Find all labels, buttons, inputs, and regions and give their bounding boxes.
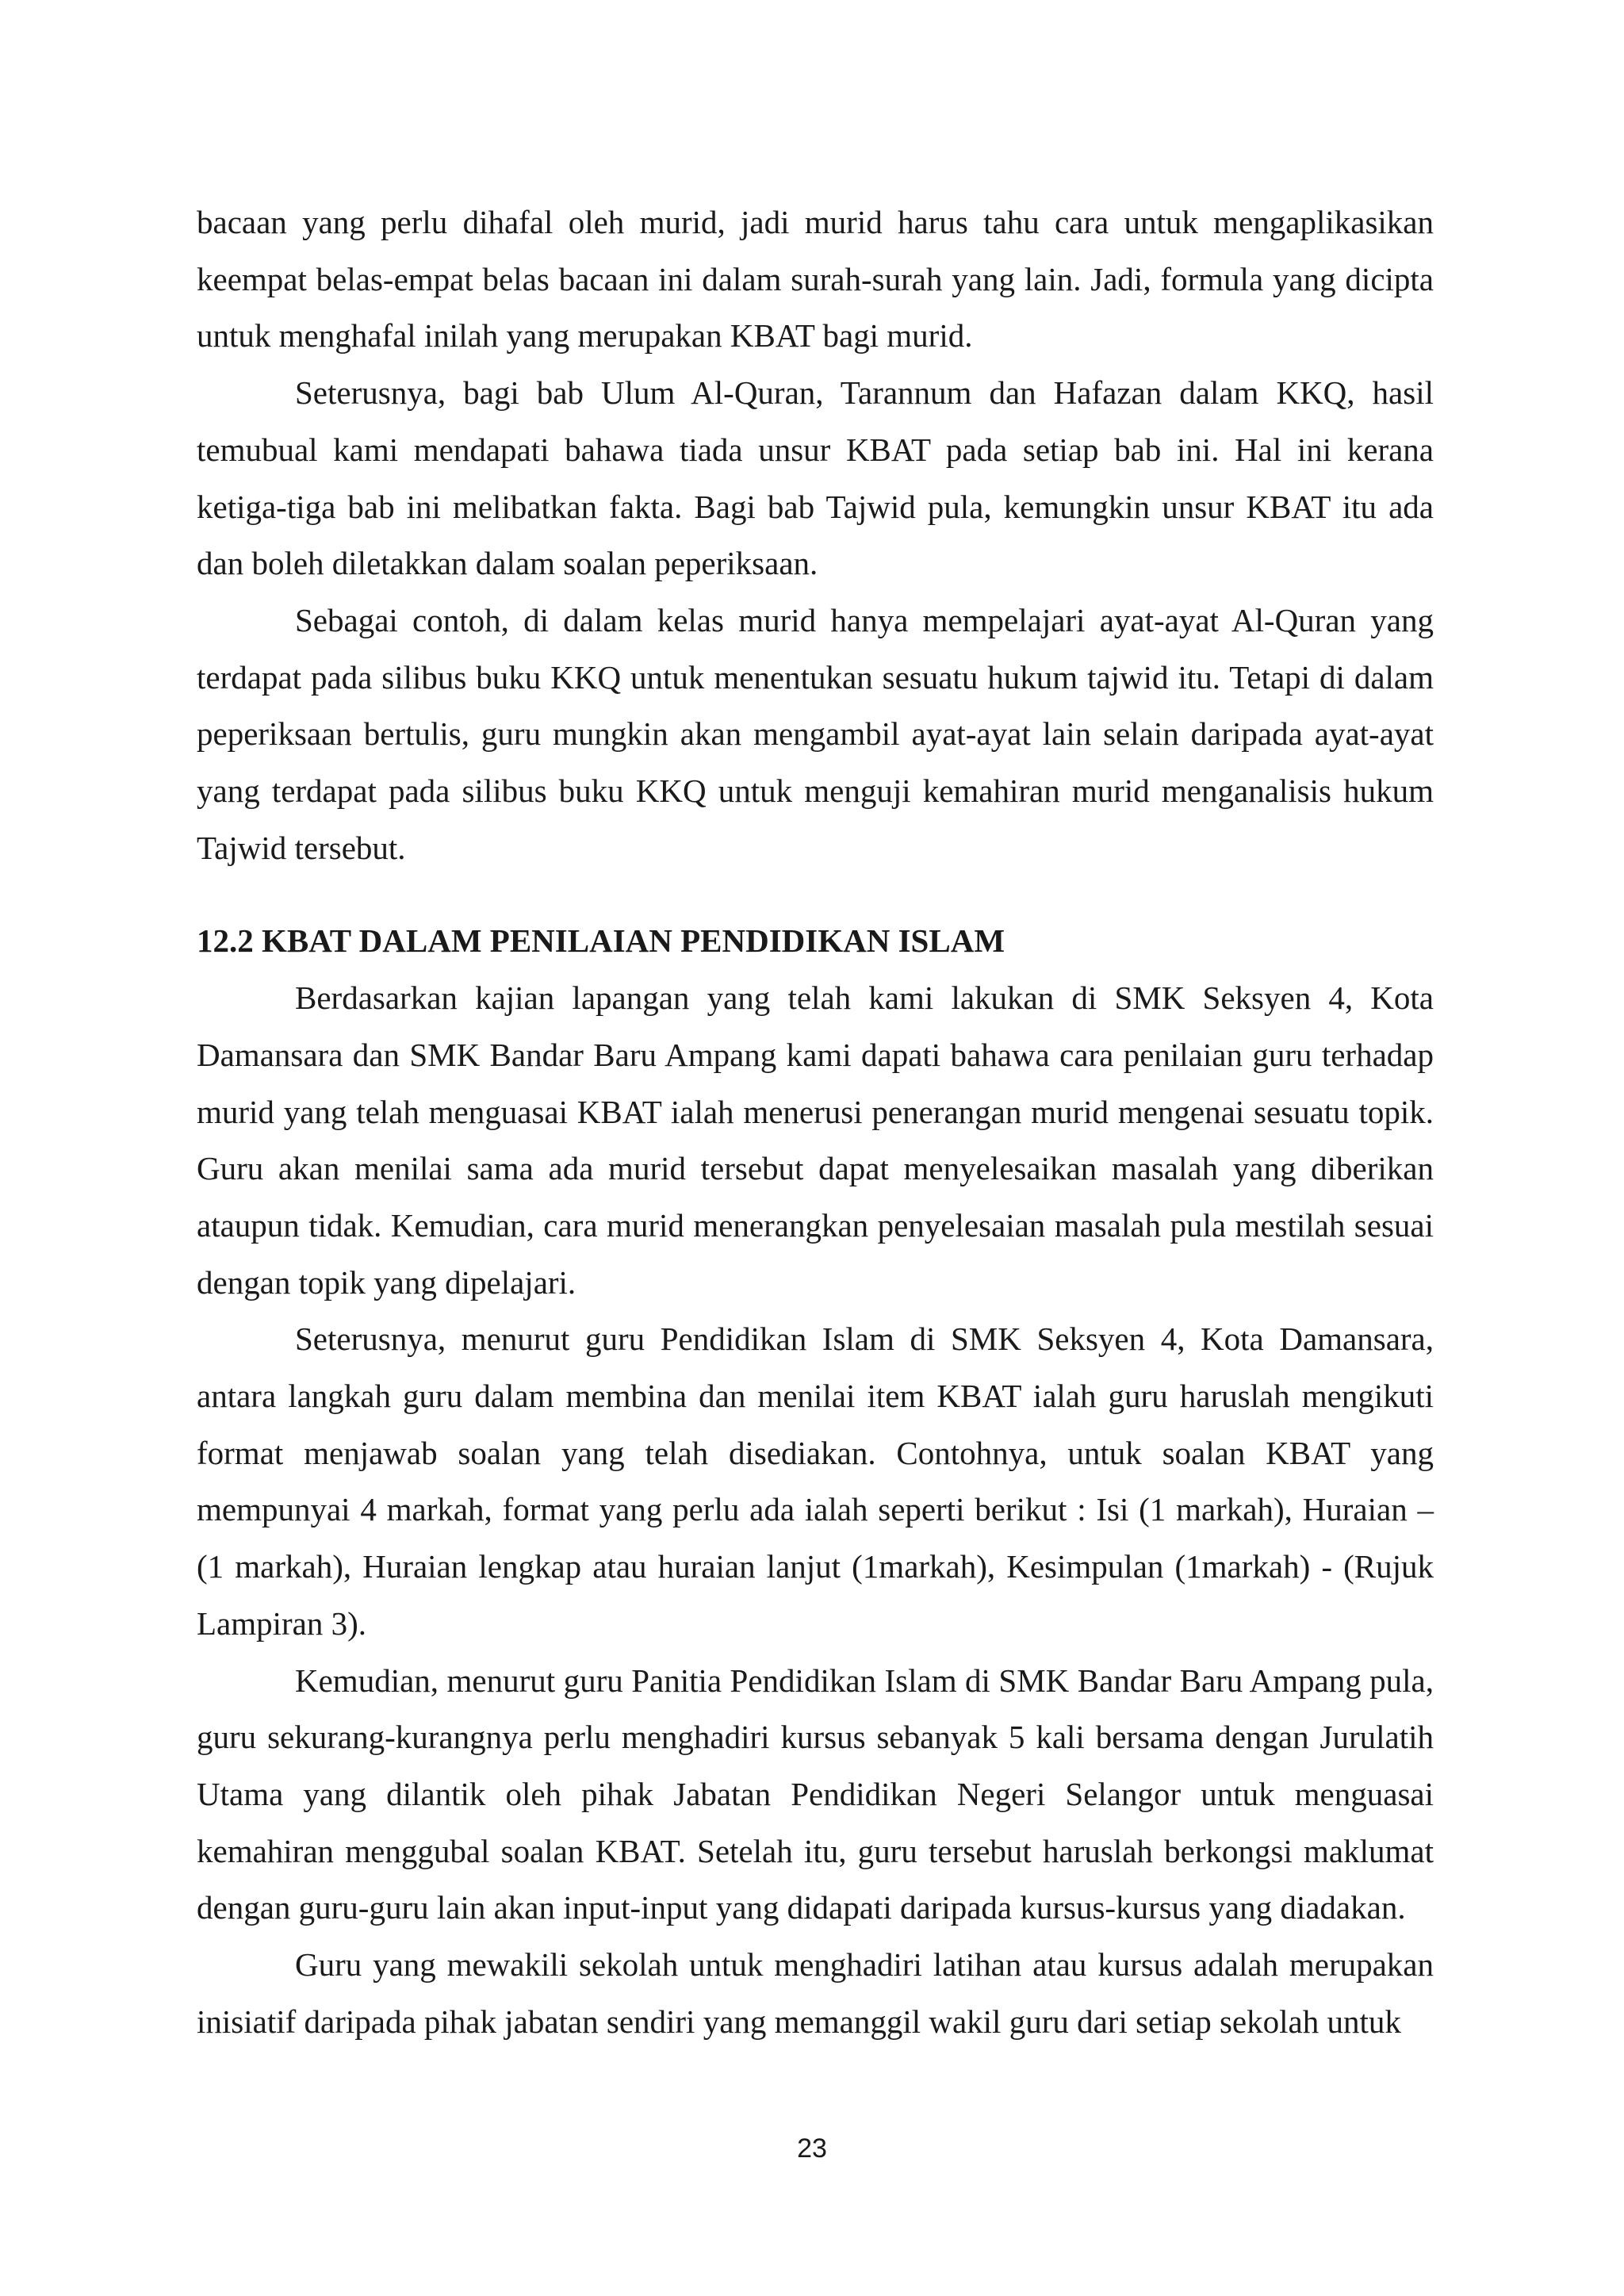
paragraph-sebagai-contoh: Sebagai contoh, di dalam kelas murid hanya mempelajari ayat-ayat Al-Quran yang terdapat pada silibus buku KKQ untuk menentukan sesuatu hukum tajwid itu. Tetapi di dalam peperiksaan bertulis, guru mungkin akan mengambil ayat-ayat lain selain daripada ayat-ayat yang terdapat pada silibus buku KKQ untuk menguji kemahiran murid menganalisis hukum Tajwid tersebut. (197, 601, 1434, 866)
paragraph-berdasarkan-kajian: Berdasarkan kajian lapangan yang telah kami lakukan di SMK Seksyen 4, Kota Damansara dan SMK Bandar Baru Ampang kami dapati bahawa cara penilaian guru terhadap murid yang telah menguasai KBAT ialah menerusi penerangan murid mengenai sesuatu topik. Guru akan menilai sama ada murid tersebut dapat menyelesaikan masalah yang diberikan ataupun tidak. Kemudian, cara murid menerangkan penyelesaian masalah pula mestilah sesuai dengan topik yang dipelajari. (197, 979, 1434, 1301)
page-number: 23 (797, 2133, 827, 2164)
paragraph-ulum-al-quran: Seterusnya, bagi bab Ulum Al-Quran, Tarannum dan Hafazan dalam KKQ, hasil temubual kami mendapati bahawa tiada unsur KBAT pada setiap bab ini. Hal ini kerana ketiga-tiga bab ini melibatkan fakta. Bagi bab Tajwid pula, kemungkin unsur KBAT itu ada dan boleh diletakkan dalam soalan peperiksaan. (197, 374, 1434, 582)
paragraph-seterusnya-menurut-guru: Seterusnya, menurut guru Pendidikan Islam di SMK Seksyen 4, Kota Damansara, antara langkah guru dalam membina dan menilai item KBAT ialah guru haruslah mengikuti format menjawab soalan yang telah disediakan. Contohnya, untuk soalan KBAT yang mempunyai 4 markah, format yang perlu ada ialah seperti berikut : Isi (1 markah), Huraian – (1 markah), Huraian lengkap atau huraian lanjut (1markah), Kesimpulan (1markah) - (Rujuk Lampiran 3). (197, 1320, 1434, 1642)
paragraph-continuation: bacaan yang perlu dihafal oleh murid, jadi murid harus tahu cara untuk mengaplikasikan keempat belas-empat belas bacaan ini dalam surah-surah yang lain. Jadi, formula yang dicipta untuk menghafal inilah yang merupakan KBAT bagi murid. (197, 204, 1434, 355)
paragraph-kemudian-panitia: Kemudian, menurut guru Panitia Pendidikan Islam di SMK Bandar Baru Ampang pula, guru sekurang-kurangnya perlu menghadiri kursus sebanyak 5 kali bersama dengan Jurulatih Utama yang dilantik oleh pihak Jabatan Pendidikan Negeri Selangor untuk menguasai kemahiran menggubal soalan KBAT. Setelah itu, guru tersebut haruslah berkongsi maklumat dengan guru-guru lain akan input-input yang didapati daripada kursus-kursus yang diadakan. (197, 1662, 1434, 1926)
document-body (197, 194, 1434, 2051)
paragraph-guru-mewakili: Guru yang mewakili sekolah untuk menghadiri latihan atau kursus adalah merupakan inisiatif daripada pihak jabatan sendiri yang memanggil wakil guru dari setiap sekolah untuk (197, 1946, 1434, 2040)
section-heading: 12.2 KBAT DALAM PENILAIAN PENDIDIKAN ISLAM (197, 922, 1005, 960)
